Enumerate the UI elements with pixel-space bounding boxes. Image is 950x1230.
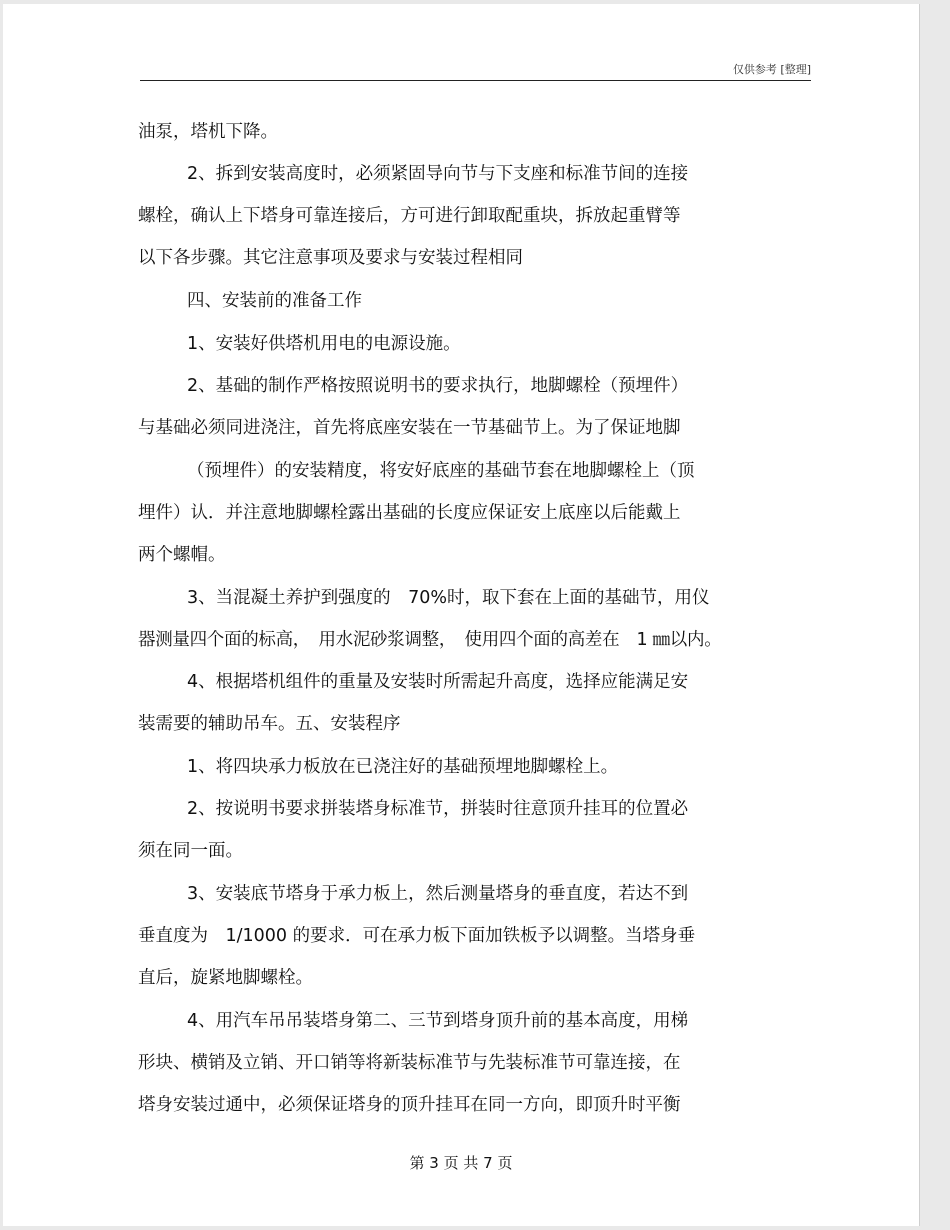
text-line: 3、当混凝土养护到强度的 70%时，取下套在上面的基础节，用仪 (187, 588, 710, 608)
text-line: 器测量四个面的标高， 用水泥砂浆调整， 使用四个面的高差在 1 ㎜以内。 (138, 630, 722, 650)
text-line: 以下各步骤。其它注意事项及要求与安装过程相同 (138, 248, 523, 268)
text-line: 装需要的辅助吊车。五、安装程序 (138, 714, 401, 734)
text-line: 油泵，塔机下降。 (138, 122, 278, 142)
text-line: （预埋件）的安装精度，将安好底座的基础节套在地脚螺栓上（顶 (187, 461, 695, 481)
text-line: 3、安装底节塔身于承力板上，然后测量塔身的垂直度，若达不到 (187, 884, 689, 904)
text-line: 垂直度为 1/1000 的要求．可在承力板下面加铁板予以调整。当塔身垂 (138, 926, 696, 946)
page-header: 仅供参考 [整理] (732, 63, 811, 76)
text-line: 与基础必须同进浇注，首先将底座安装在一节基础节上。为了保证地脚 (138, 418, 681, 438)
text-line: 2、按说明书要求拼装塔身标准节，拼装时往意顶升挂耳的位置必 (187, 799, 689, 819)
text-line: 埋件）认．并注意地脚螺栓露出基础的长度应保证安上底座以后能戴上 (138, 503, 681, 523)
text-line: 四、安装前的准备工作 (187, 291, 362, 311)
page-footer: 第 3 页 共 7 页 (409, 1154, 513, 1172)
text-line: 直后，旋紧地脚螺栓。 (138, 968, 313, 988)
text-line: 须在同一面。 (138, 841, 243, 861)
text-line: 4、根据塔机组件的重量及安装时所需起升高度，选择应能满足安 (187, 672, 689, 692)
text-line: 两个螺帽。 (138, 545, 226, 565)
text-line: 4、用汽车吊吊装塔身第二、三节到塔身顶升前的基本高度，用梯 (187, 1011, 689, 1031)
text-line: 1、将四块承力板放在已浇注好的基础预埋地脚螺栓上。 (187, 757, 619, 777)
text-line: 2、基础的制作严格按照说明书的要求执行，地脚螺栓（预埋件） (187, 376, 689, 396)
text-line: 1、安装好供塔机用电的电源设施。 (187, 334, 461, 354)
header-rule (140, 80, 811, 81)
text-line: 螺栓，确认上下塔身可靠连接后，方可进行卸取配重块，拆放起重臂等 (138, 206, 681, 226)
text-line: 塔身安装过通中，必须保证塔身的顶升挂耳在同一方向，即顶升时平衡 (138, 1095, 681, 1115)
text-line: 2、拆到安装高度时，必须紧固导向节与下支座和标准节间的连接 (187, 164, 689, 184)
document-page (3, 4, 920, 1226)
text-line: 形块、横销及立销、开口销等将新装标准节与先装标准节可靠连接，在 (138, 1053, 681, 1073)
